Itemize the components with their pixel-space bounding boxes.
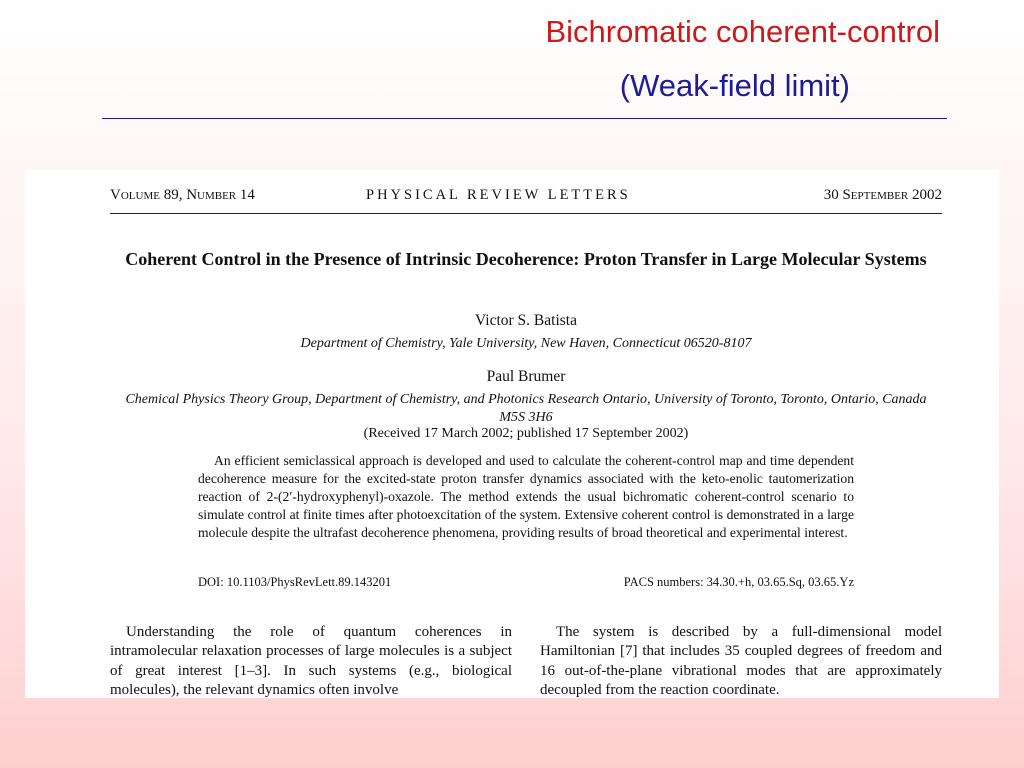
- title-divider: [102, 118, 947, 119]
- author-2-affiliation: Chemical Physics Theory Group, Department of Chemistry, and Photonics Research Ontario, University of Toronto, Toronto, Ontario, Canada M5S 3H6: [125, 392, 927, 425]
- author-2-name: Paul Brumer: [486, 368, 566, 385]
- slide-title: Bichromatic coherent-control: [545, 14, 940, 49]
- abstract: An efficient semiclassical approach is developed and used to calculate the coherent-control map and time dependent decoherence measure for the excited-state proton transfer dynamics associated with the keto-enolic tautomerization reaction of 2-(2′-hydroxyphenyl)-oxazole. The method extends the usual bichromatic coherent-control scenario to simulate control at finite times after photoexcitation of the system. Extensive coherent control is demonstrated in a large molecule despite the ultrafast decoherence phenomena, providing results of broad theoretical and experimental interest.: [198, 453, 854, 540]
- received-dates: (Received 17 March 2002; published 17 September 2002): [363, 426, 689, 441]
- slide-subtitle: (Weak-field limit): [619, 68, 850, 103]
- paper-excerpt: [25, 170, 999, 698]
- author-1-affiliation: Department of Chemistry, Yale University, New Haven, Connecticut 06520-8107: [300, 336, 752, 351]
- journal-header: [110, 187, 942, 207]
- journal-name: PHYSICAL REVIEW LETTERS: [366, 187, 631, 203]
- article-title: Coherent Control in the Presence of Intrinsic Decoherence: Proton Transfer in Large Molecular Systems: [125, 249, 927, 269]
- publication-date: 30 September 2002: [823, 187, 942, 203]
- author-1-name: Victor S. Batista: [475, 312, 577, 329]
- doi: DOI: 10.1103/PhysRevLett.89.143201: [198, 575, 392, 589]
- body-column-left: Understanding the role of quantum coherences in intramolecular relaxation processes of large molecules is a subject of great interest [1–3]. In such systems (e.g., biological molecules), the relevant dynamics often involve: [110, 624, 512, 698]
- volume-number: Volume 89, Number 14: [110, 187, 255, 203]
- pacs-numbers: PACS numbers: 34.30.+h, 03.65.Sq, 03.65.Yz: [623, 575, 854, 589]
- header-divider: [110, 213, 942, 214]
- body-column-right: The system is described by a full-dimensional model Hamiltonian [7] that includes 35 coupled degrees of freedom and 16 out-of-the-plane vibrational modes that are approximately decoupled from the reaction coordinate.: [540, 624, 942, 698]
